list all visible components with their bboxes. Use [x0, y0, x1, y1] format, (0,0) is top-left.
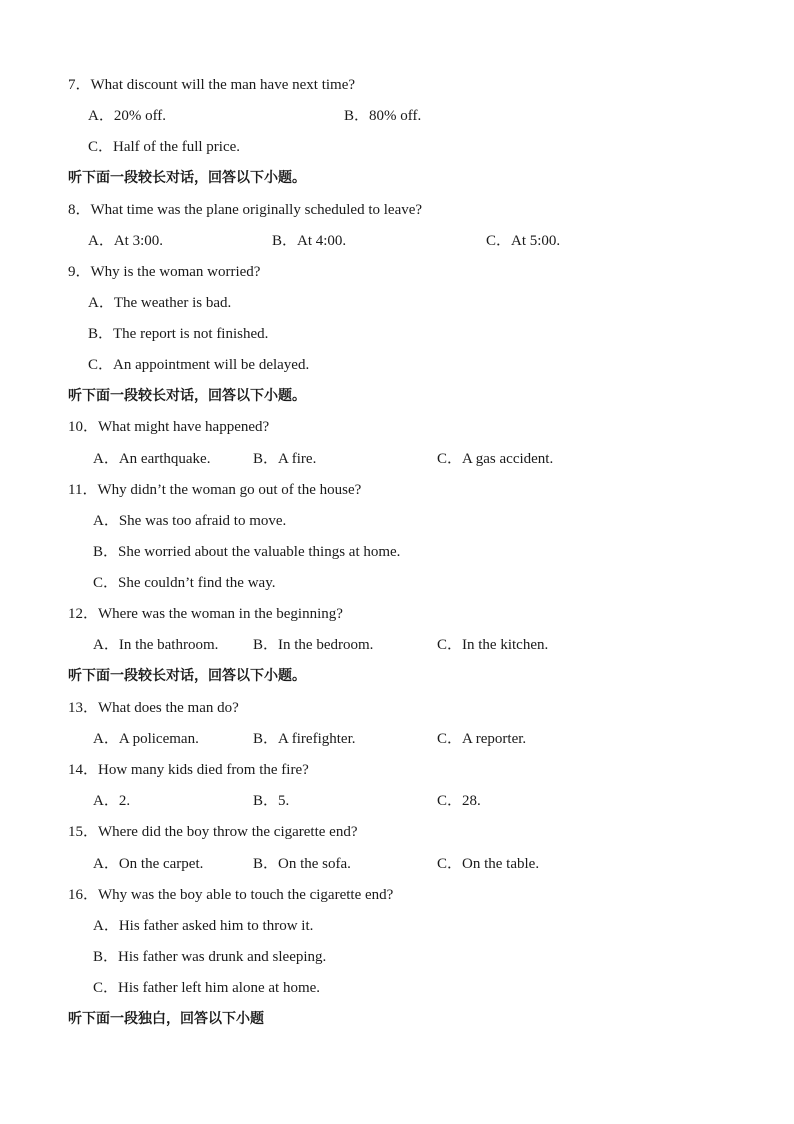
- q14-option-a: A．2.: [93, 793, 131, 809]
- q7-option-a: A．20% off.: [88, 108, 167, 124]
- q11-option-a: A．She was too afraid to move.: [93, 513, 287, 529]
- q9-option-b: B．The report is not finished.: [88, 326, 269, 342]
- q13-option-a: A．A policeman.: [93, 731, 199, 747]
- section-instruction-2: 听下面一段较长对话，回答以下小题。: [68, 388, 306, 404]
- q15-option-c: C．On the table.: [437, 856, 540, 872]
- section-instruction-4: 听下面一段独白，回答以下小题: [68, 1011, 264, 1027]
- q7-option-c: C．Half of the full price.: [88, 139, 241, 155]
- q16-option-a: A．His father asked him to throw it.: [93, 918, 314, 934]
- q10-option-b: B．A fire.: [253, 451, 317, 467]
- q13-option-c: C．A reporter.: [437, 731, 527, 747]
- q12-option-a: A．In the bathroom.: [93, 637, 219, 653]
- q12-option-c: C．In the kitchen.: [437, 637, 549, 653]
- q15-option-b: B．On the sofa.: [253, 856, 351, 872]
- section-instruction-1: 听下面一段较长对话，回答以下小题。: [68, 170, 306, 186]
- q9-option-c: C．An appointment will be delayed.: [88, 357, 310, 373]
- q13-option-b: B．A firefighter.: [253, 731, 356, 747]
- question-10: 10．What might have happened?: [68, 419, 270, 435]
- q14-option-c: C．28.: [437, 793, 481, 809]
- q10-option-c: C．A gas accident.: [437, 451, 554, 467]
- question-14: 14．How many kids died from the fire?: [68, 762, 309, 778]
- q10-option-a: A．An earthquake.: [93, 451, 211, 467]
- q14-option-b: B．5.: [253, 793, 290, 809]
- q8-option-a: A．At 3:00.: [88, 233, 164, 249]
- q12-option-b: B．In the bedroom.: [253, 637, 374, 653]
- q16-option-c: C．His father left him alone at home.: [93, 980, 321, 996]
- question-16: 16．Why was the boy able to touch the cigarette end?: [68, 887, 394, 903]
- q9-option-a: A．The weather is bad.: [88, 295, 232, 311]
- q7-option-b: B．80% off.: [344, 108, 422, 124]
- question-7: 7．What discount will the man have next time?: [68, 77, 356, 93]
- q11-option-b: B．She worried about the valuable things at home.: [93, 544, 401, 560]
- question-11: 11．Why didn’t the woman go out of the house?: [68, 482, 362, 498]
- q8-option-b: B．At 4:00.: [272, 233, 347, 249]
- question-12: 12．Where was the woman in the beginning?: [68, 606, 343, 622]
- question-9: 9．Why is the woman worried?: [68, 264, 261, 280]
- question-13: 13．What does the man do?: [68, 700, 239, 716]
- q8-option-c: C．At 5:00.: [486, 233, 561, 249]
- q11-option-c: C．She couldn’t find the way.: [93, 575, 276, 591]
- q15-option-a: A．On the carpet.: [93, 856, 204, 872]
- q16-option-b: B．His father was drunk and sleeping.: [93, 949, 327, 965]
- question-8: 8．What time was the plane originally scheduled to leave?: [68, 202, 423, 218]
- question-15: 15．Where did the boy throw the cigarette end?: [68, 824, 358, 840]
- section-instruction-3: 听下面一段较长对话，回答以下小题。: [68, 668, 306, 684]
